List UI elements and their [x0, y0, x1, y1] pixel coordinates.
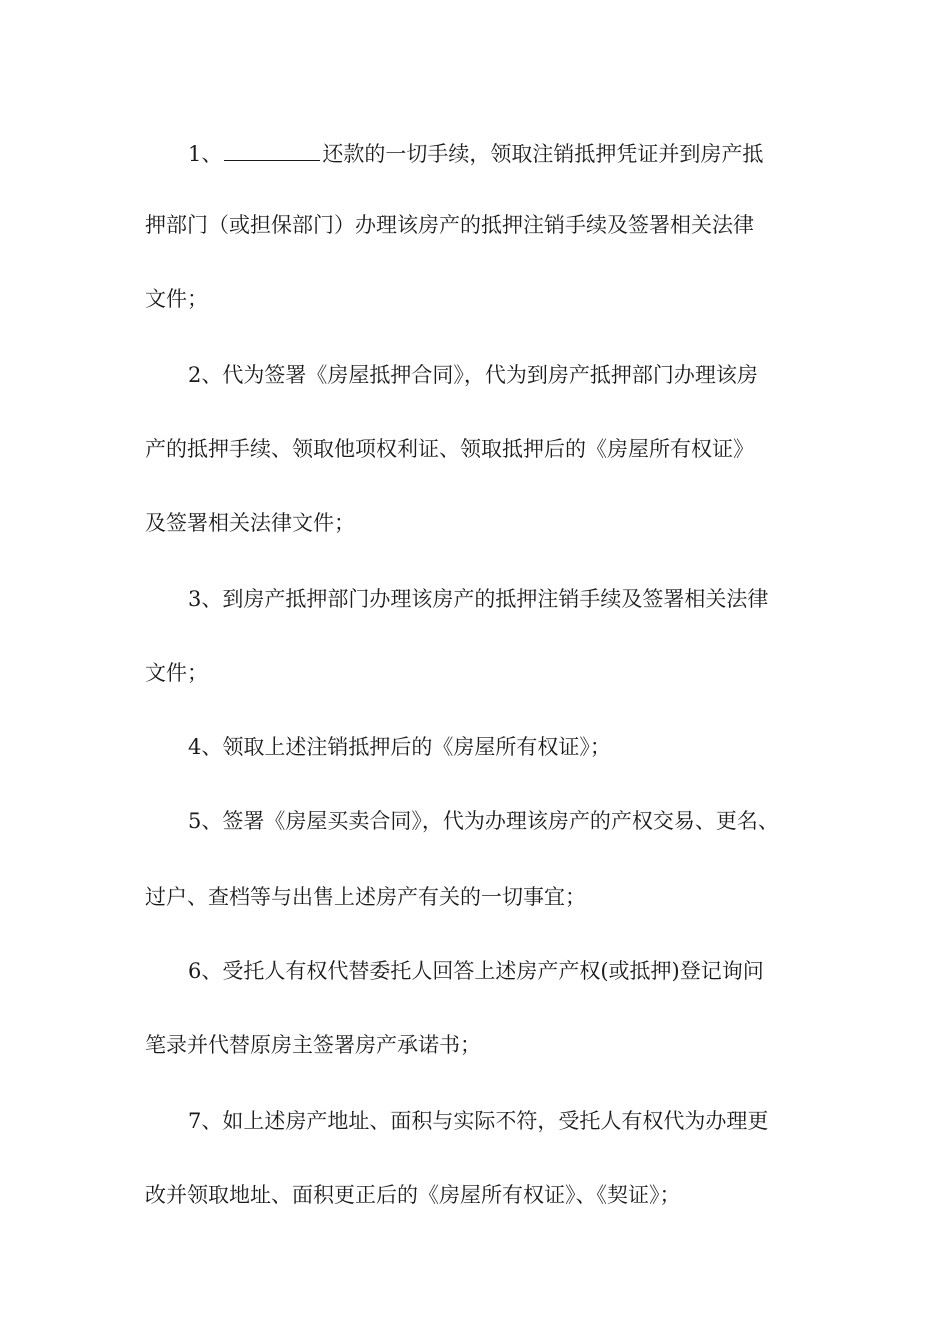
item-1-text: 还款的一切手续，领取注销抵押凭证并到房产抵: [322, 142, 764, 166]
item-2-line-1: 2、代为签署《房屋抵押合同》，代为到房产抵押部门办理该房: [188, 363, 758, 387]
item-1-line-3: 文件；: [145, 287, 208, 311]
item-4-line-1: 4、领取上述注销抵押后的《房屋所有权证》；: [188, 735, 611, 759]
item-2-line-3: 及签署相关法律文件；: [145, 511, 355, 535]
item-6-line-1: 6、受托人有权代替委托人回答上述房产产权(或抵押)登记询问: [188, 959, 764, 983]
blank-underline: [224, 138, 320, 161]
item-7-line-2: 改并领取地址、面积更正后的《房屋所有权证》、《契证》；: [145, 1183, 681, 1207]
item-6-line-2: 笔录并代替原房主签署房产承诺书；: [145, 1033, 481, 1057]
item-5-line-2: 过户、查档等与出售上述房产有关的一切事宜；: [145, 885, 586, 909]
item-7-line-1: 7、如上述房产地址、面积与实际不符，受托人有权代为办理更: [188, 1109, 769, 1133]
item-3-line-1: 3、到房产抵押部门办理该房产的抵押注销手续及签署相关法律: [188, 587, 769, 611]
item-1-line-2: 押部门（或担保部门）办理该房产的抵押注销手续及签署相关法律: [145, 213, 754, 237]
item-3-line-2: 文件；: [145, 661, 208, 685]
item-1-number: 1、: [188, 142, 223, 166]
item-2-line-2: 产的抵押手续、领取他项权利证、领取抵押后的《房屋所有权证》: [145, 437, 754, 461]
item-1-line-1: [188, 138, 763, 169]
item-5-line-1: 5、签署《房屋买卖合同》，代为办理该房产的产权交易、更名、: [188, 809, 779, 833]
